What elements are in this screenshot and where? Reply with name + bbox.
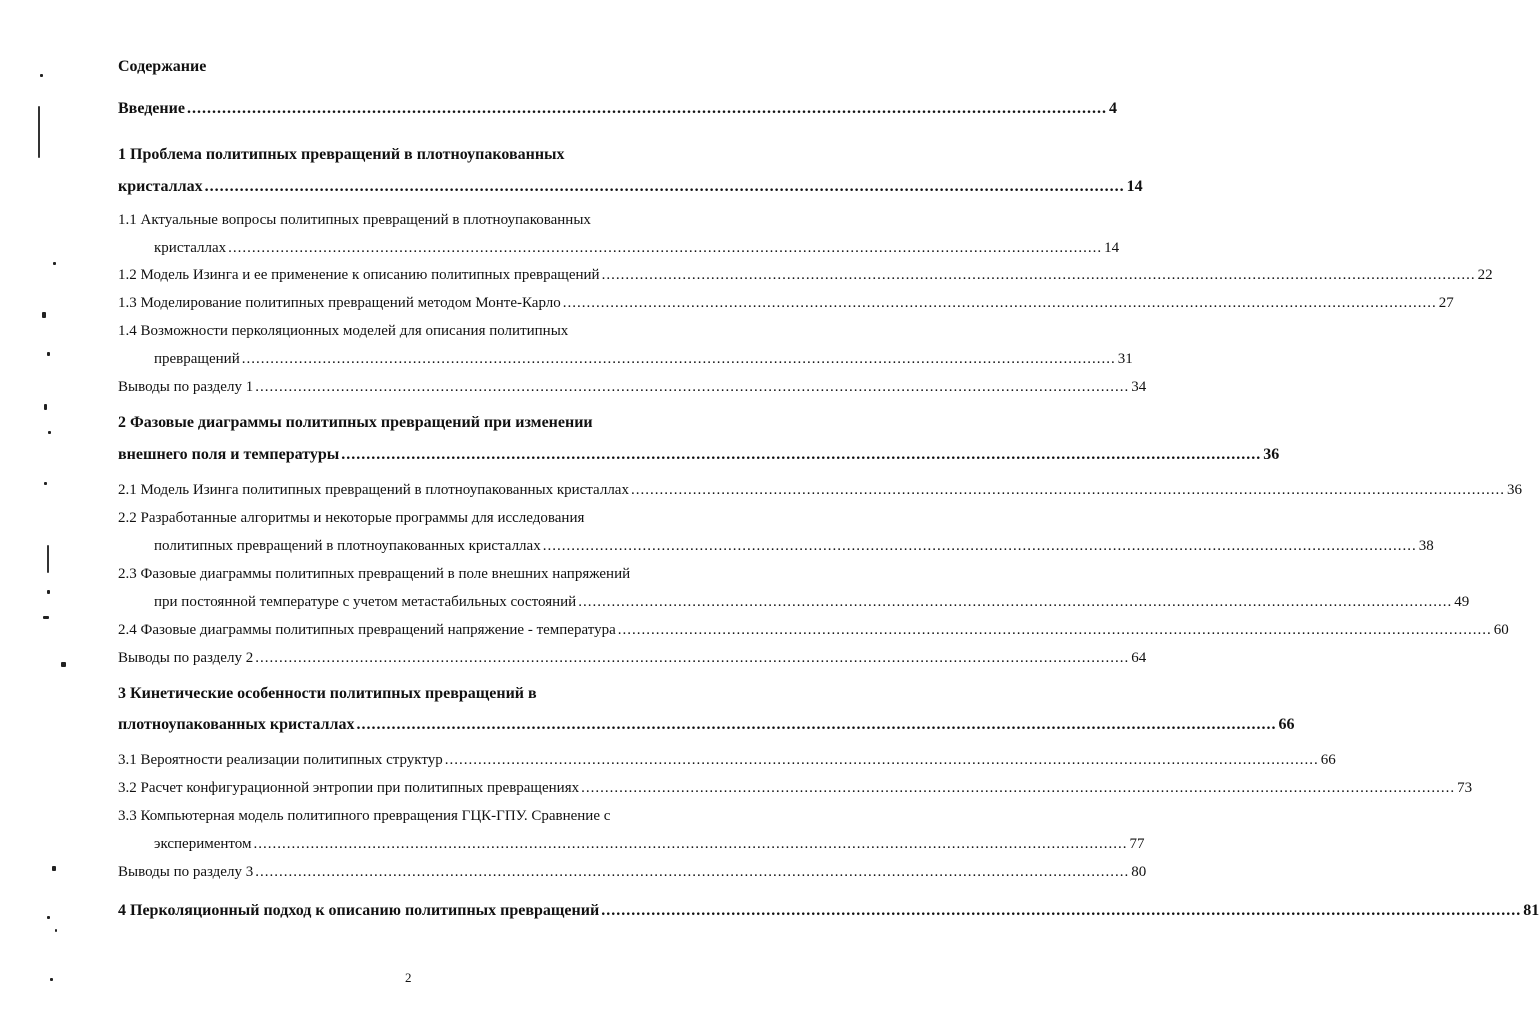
toc-entry-text: кристаллах [154,240,227,256]
toc-entry-section-1[interactable] [118,178,1143,196]
toc-entry-text: 1.2 Модель Изинга и ее применение к описанию политипных превращений [118,267,600,283]
toc-entry-line1: 2 Фазовые диаграммы политипных превращений при изменении [118,414,593,431]
toc-entry-2-4[interactable] [118,622,1509,639]
toc-page-number: 64 [1131,650,1147,666]
toc-page-number: 22 [1477,267,1493,283]
leader-dots: ........................................................................................................................................................................................ [204,178,1125,195]
leader-dots: ........................................................................................................................................................................................ [617,622,1492,638]
toc-page-number: 60 [1493,622,1509,638]
scan-speck [43,616,49,619]
scan-speck [61,662,66,667]
leader-dots: ........................................................................................................................................................................................ [241,351,1116,367]
toc-entry-2-2[interactable] [154,538,1434,555]
leader-dots: ........................................................................................................................................................................................ [542,538,1417,554]
scan-speck [47,545,49,573]
toc-entry-text: политипных превращений в плотноупакованных кристаллах [154,538,541,554]
scan-speck [47,916,50,919]
leader-dots: ........................................................................................................................................................................................ [186,100,1107,117]
toc-entry-conclusions-1[interactable] [118,379,1147,396]
toc-entry-text: Выводы по разделу 3 [118,864,254,880]
toc-entry-line1: 1.1 Актуальные вопросы политипных превращений в плотноупакованных [118,212,591,228]
toc-entry-text: 4 Перколяционный подход к описанию политипных превращений [118,902,600,919]
toc-entry-3-2[interactable] [118,780,1473,797]
page-title: Содержание [118,58,207,75]
toc-entry-text: Выводы по разделу 1 [118,379,254,395]
toc-entry-2-3[interactable] [154,594,1470,611]
toc-entry-section-3[interactable] [118,716,1295,734]
toc-page-number: 4 [1108,100,1117,117]
toc-entry-text: Введение [118,100,185,117]
toc-page-number: 31 [1117,351,1133,367]
toc-entry-line1: 2.2 Разработанные алгоритмы и некоторые программы для исследования [118,510,585,526]
toc-page-number: 77 [1129,836,1145,852]
toc-entry-1-4[interactable] [154,351,1133,368]
toc-entry-text: 3.1 Вероятности реализации политипных структур [118,752,443,768]
toc-page-number: 73 [1457,780,1473,796]
toc-entry-text: 3.2 Расчет конфигурационной энтропии при политипных превращениях [118,780,580,796]
leader-dots: ........................................................................................................................................................................................ [601,267,1476,283]
leader-dots: ........................................................................................................................................................................................ [630,482,1505,498]
scan-speck [55,929,57,932]
toc-entry-text: кристаллах [118,178,203,195]
toc-page-number: 14 [1126,178,1143,195]
scan-speck [50,978,53,981]
scan-speck [53,262,56,265]
leader-dots: ........................................................................................................................................................................................ [255,864,1130,880]
toc-entry-text: внешнего поля и температуры [118,446,340,463]
toc-entry-1-1[interactable] [154,240,1120,257]
toc-page-number: 66 [1278,716,1295,733]
toc-page-number: 14 [1104,240,1120,256]
toc-entry-line1: 3 Кинетические особенности политипных превращений в [118,685,537,702]
toc-page-number: 34 [1131,379,1147,395]
toc-entry-line1: 2.3 Фазовые диаграммы политипных превращений в поле внешних напряжений [118,566,631,582]
toc-entry-3-3[interactable] [154,836,1145,853]
toc-entry-line1: 3.3 Компьютерная модель политипного превращения ГЦК-ГПУ. Сравнение с [118,808,611,824]
page-number: 2 [405,970,412,985]
leader-dots: ........................................................................................................................................................................................ [255,379,1130,395]
toc-entry-line1: 1.4 Возможности перколяционных моделей для описания политипных [118,323,569,339]
toc-page-number: 38 [1418,538,1434,554]
toc-entry-intro[interactable] [118,100,1117,118]
toc-page-number: 27 [1438,295,1454,311]
leader-dots: ........................................................................................................................................................................................ [356,716,1277,733]
toc-entry-text: Выводы по разделу 2 [118,650,254,666]
leader-dots: ........................................................................................................................................................................................ [444,752,1319,768]
scan-speck [40,74,43,77]
toc-entry-1-2[interactable] [118,267,1493,284]
toc-page-number: 36 [1263,446,1280,463]
scan-speck [47,590,50,594]
leader-dots: ........................................................................................................................................................................................ [228,240,1103,256]
scan-speck [44,404,47,410]
toc-entry-1-3[interactable] [118,295,1454,312]
toc-page-number: 66 [1320,752,1336,768]
leader-dots: ........................................................................................................................................................................................ [581,780,1456,796]
toc-page-number: 80 [1131,864,1147,880]
toc-entry-3-1[interactable] [118,752,1336,769]
scan-speck [44,482,47,485]
leader-dots: ........................................................................................................................................................................................ [601,902,1522,919]
toc-page-number: 36 [1506,482,1522,498]
leader-dots: ........................................................................................................................................................................................ [341,446,1262,463]
toc-entry-text: 2.4 Фазовые диаграммы политипных превращений напряжение - температура [118,622,616,638]
toc-entry-text: 1.3 Моделирование политипных превращений методом Монте-Карло [118,295,561,311]
toc-entry-conclusions-3[interactable] [118,864,1147,881]
toc-entry-text: превращений [154,351,240,367]
leader-dots: ........................................................................................................................................................................................ [255,650,1130,666]
toc-entry-text: при постоянной температуре с учетом метастабильных состояний [154,594,577,610]
scan-speck [38,106,40,158]
toc-entry-conclusions-2[interactable] [118,650,1147,667]
scan-speck [47,352,50,356]
leader-dots: ........................................................................................................................................................................................ [562,295,1437,311]
leader-dots: ........................................................................................................................................................................................ [253,836,1128,852]
toc-entry-2-1[interactable] [118,482,1522,499]
toc-entry-section-2[interactable] [118,446,1280,464]
scan-speck [48,431,51,434]
leader-dots: ........................................................................................................................................................................................ [578,594,1453,610]
toc-entry-text: 2.1 Модель Изинга политипных превращений в плотноупакованных кристаллах [118,482,629,498]
scan-speck [52,866,56,871]
toc-page-number: 49 [1454,594,1470,610]
toc-entry-text: плотноупакованных кристаллах [118,716,355,733]
toc-page-number: 81 [1523,902,1539,919]
toc-entry-section-4[interactable] [118,902,1539,920]
toc-entry-text: экспериментом [154,836,252,852]
toc-entry-line1: 1 Проблема политипных превращений в плотноупакованных [118,146,565,163]
scan-speck [42,312,46,318]
